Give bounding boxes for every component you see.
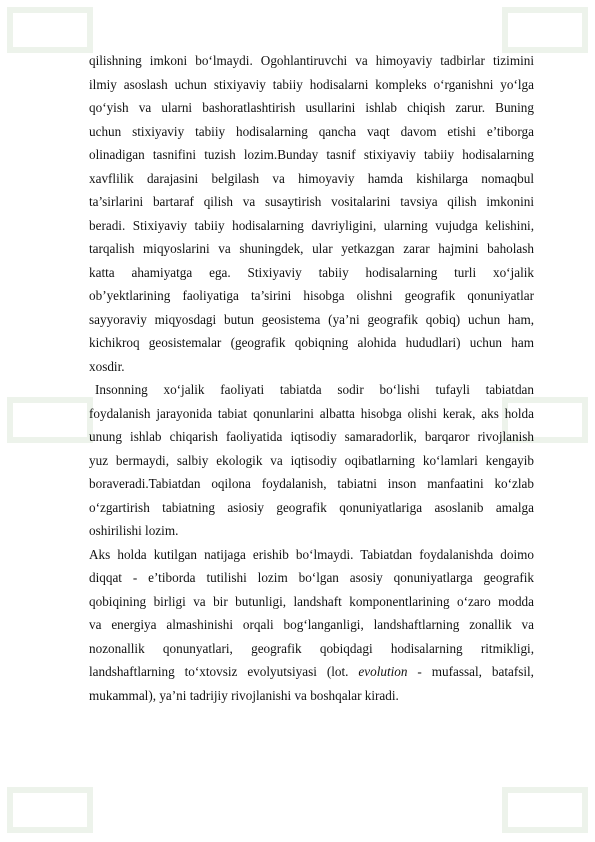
text-line: tarqalish miqyoslarini va shuningdek, ular yetkazgan zarar hajmini baholash [89, 241, 534, 256]
text-line: Insonning xo‘jalik faoliyati tabiatda sodir bo‘lishi tufayli tabiatdan [95, 382, 534, 397]
text-line: yuz bermaydi, salbiy ekologik va iqtisodiy oqibatlarning ko‘lamlari kengayib [89, 452, 534, 468]
document-body [89, 49, 534, 707]
text-line: sayyoraviy miqyosdagi butun geosistema (ya’ni geografik qobiq) uchun ham, [89, 311, 534, 327]
text-line: ilmiy asoslash uchun stixiyaviy tabiiy hodisalarni kompleks o‘rganishni yo‘lga [89, 76, 534, 92]
text-line: uchun stixiyaviy tabiiy hodisalarning qancha vaqt davom etishi e’tiborga [89, 123, 534, 139]
text-line: katta ahamiyatga ega. Stixiyaviy tabiiy hodisalarning turli xo‘jalik [89, 264, 534, 280]
paragraph [89, 49, 534, 378]
text-line: foydalanish jarayonida tabiat qonunlarini albatta hisobga olishi kerak, aks holda [89, 405, 534, 421]
text-line: boraveradi.Tabiatdan oqilona foydalanish, tabiatni inson manfaatini ko‘zlab [89, 476, 534, 491]
text-line: ta’sirlarini bartaraf qilish va susaytirish vositalarini tavsiya qilish imkonini [89, 194, 534, 209]
text-line: diqqat - e’tiborda tutilishi lozim bo‘lgan asosiy qonuniyatlarga geografik [89, 570, 534, 585]
text-line: xosdir. [89, 358, 125, 374]
text-segment: landshaftlarning to‘xtovsiz evolyutsiyasi (lot. [89, 664, 359, 679]
text-line: mukammal), ya’ni tadrijiy rivojlanishi va boshqalar kiradi. [89, 687, 399, 703]
text-line: oshirilishi lozim. [89, 523, 179, 538]
text-line: Aks holda kutilgan natijaga erishib bo‘lmaydi. Tabiatdan foydalanishda doimo [89, 546, 534, 562]
text-line [89, 660, 534, 684]
text-line: unung ishlab chiqarish faoliyatida iqtisodiy samaradorlik, barqaror rivojlanish [89, 429, 534, 444]
text-line: qobiqining birligi va bir butunligi, landshaft komponentlarining o‘zaro modda [89, 593, 534, 609]
text-line: olinadigan tasnifini tuzish lozim.Bunday tasnif stixiyaviy tabiiy hodisalarning [89, 147, 534, 162]
text-line: ob’yektlarining faoliyatiga ta’sirini hisobga olishni geografik qonuniyatlar [89, 288, 534, 303]
paragraph [89, 378, 534, 543]
text-line: xavflilik darajasini belgilash va himoyaviy hamda kishilarga nomaqbul [89, 170, 534, 186]
text-line: nozonallik qonunyatlari, geografik qobiqdagi hodisalarning ritmikligi, [89, 640, 534, 656]
text-segment: - mufassal, batafsil, [407, 664, 534, 679]
text-line: beradi. Stixiyaviy tabiiy hodisalarning davriyligini, ularning vujudga kelishini, [89, 217, 534, 233]
italic-term: evolution [358, 664, 408, 679]
paragraph [89, 543, 534, 708]
text-line: va energiya almashinishi orqali bog‘langanligi, landshaftlarning zonallik va [89, 617, 534, 632]
text-line: qilishning imkoni bo‘lmaydi. Ogohlantiruvchi va himoyaviy tadbirlar tizimini [89, 53, 534, 68]
text-line: kichikroq geosistemalar (geografik qobiqning alohida hududlari) uchun ham [89, 335, 534, 350]
text-line: o‘zgartirish tabiatning asiosiy geografik qonuniyatlariga asoslanib amalga [89, 499, 534, 515]
text-line: qo‘yish va ularni bashoratlashtirish usullarini ishlab chiqish zarur. Buning [89, 100, 534, 115]
